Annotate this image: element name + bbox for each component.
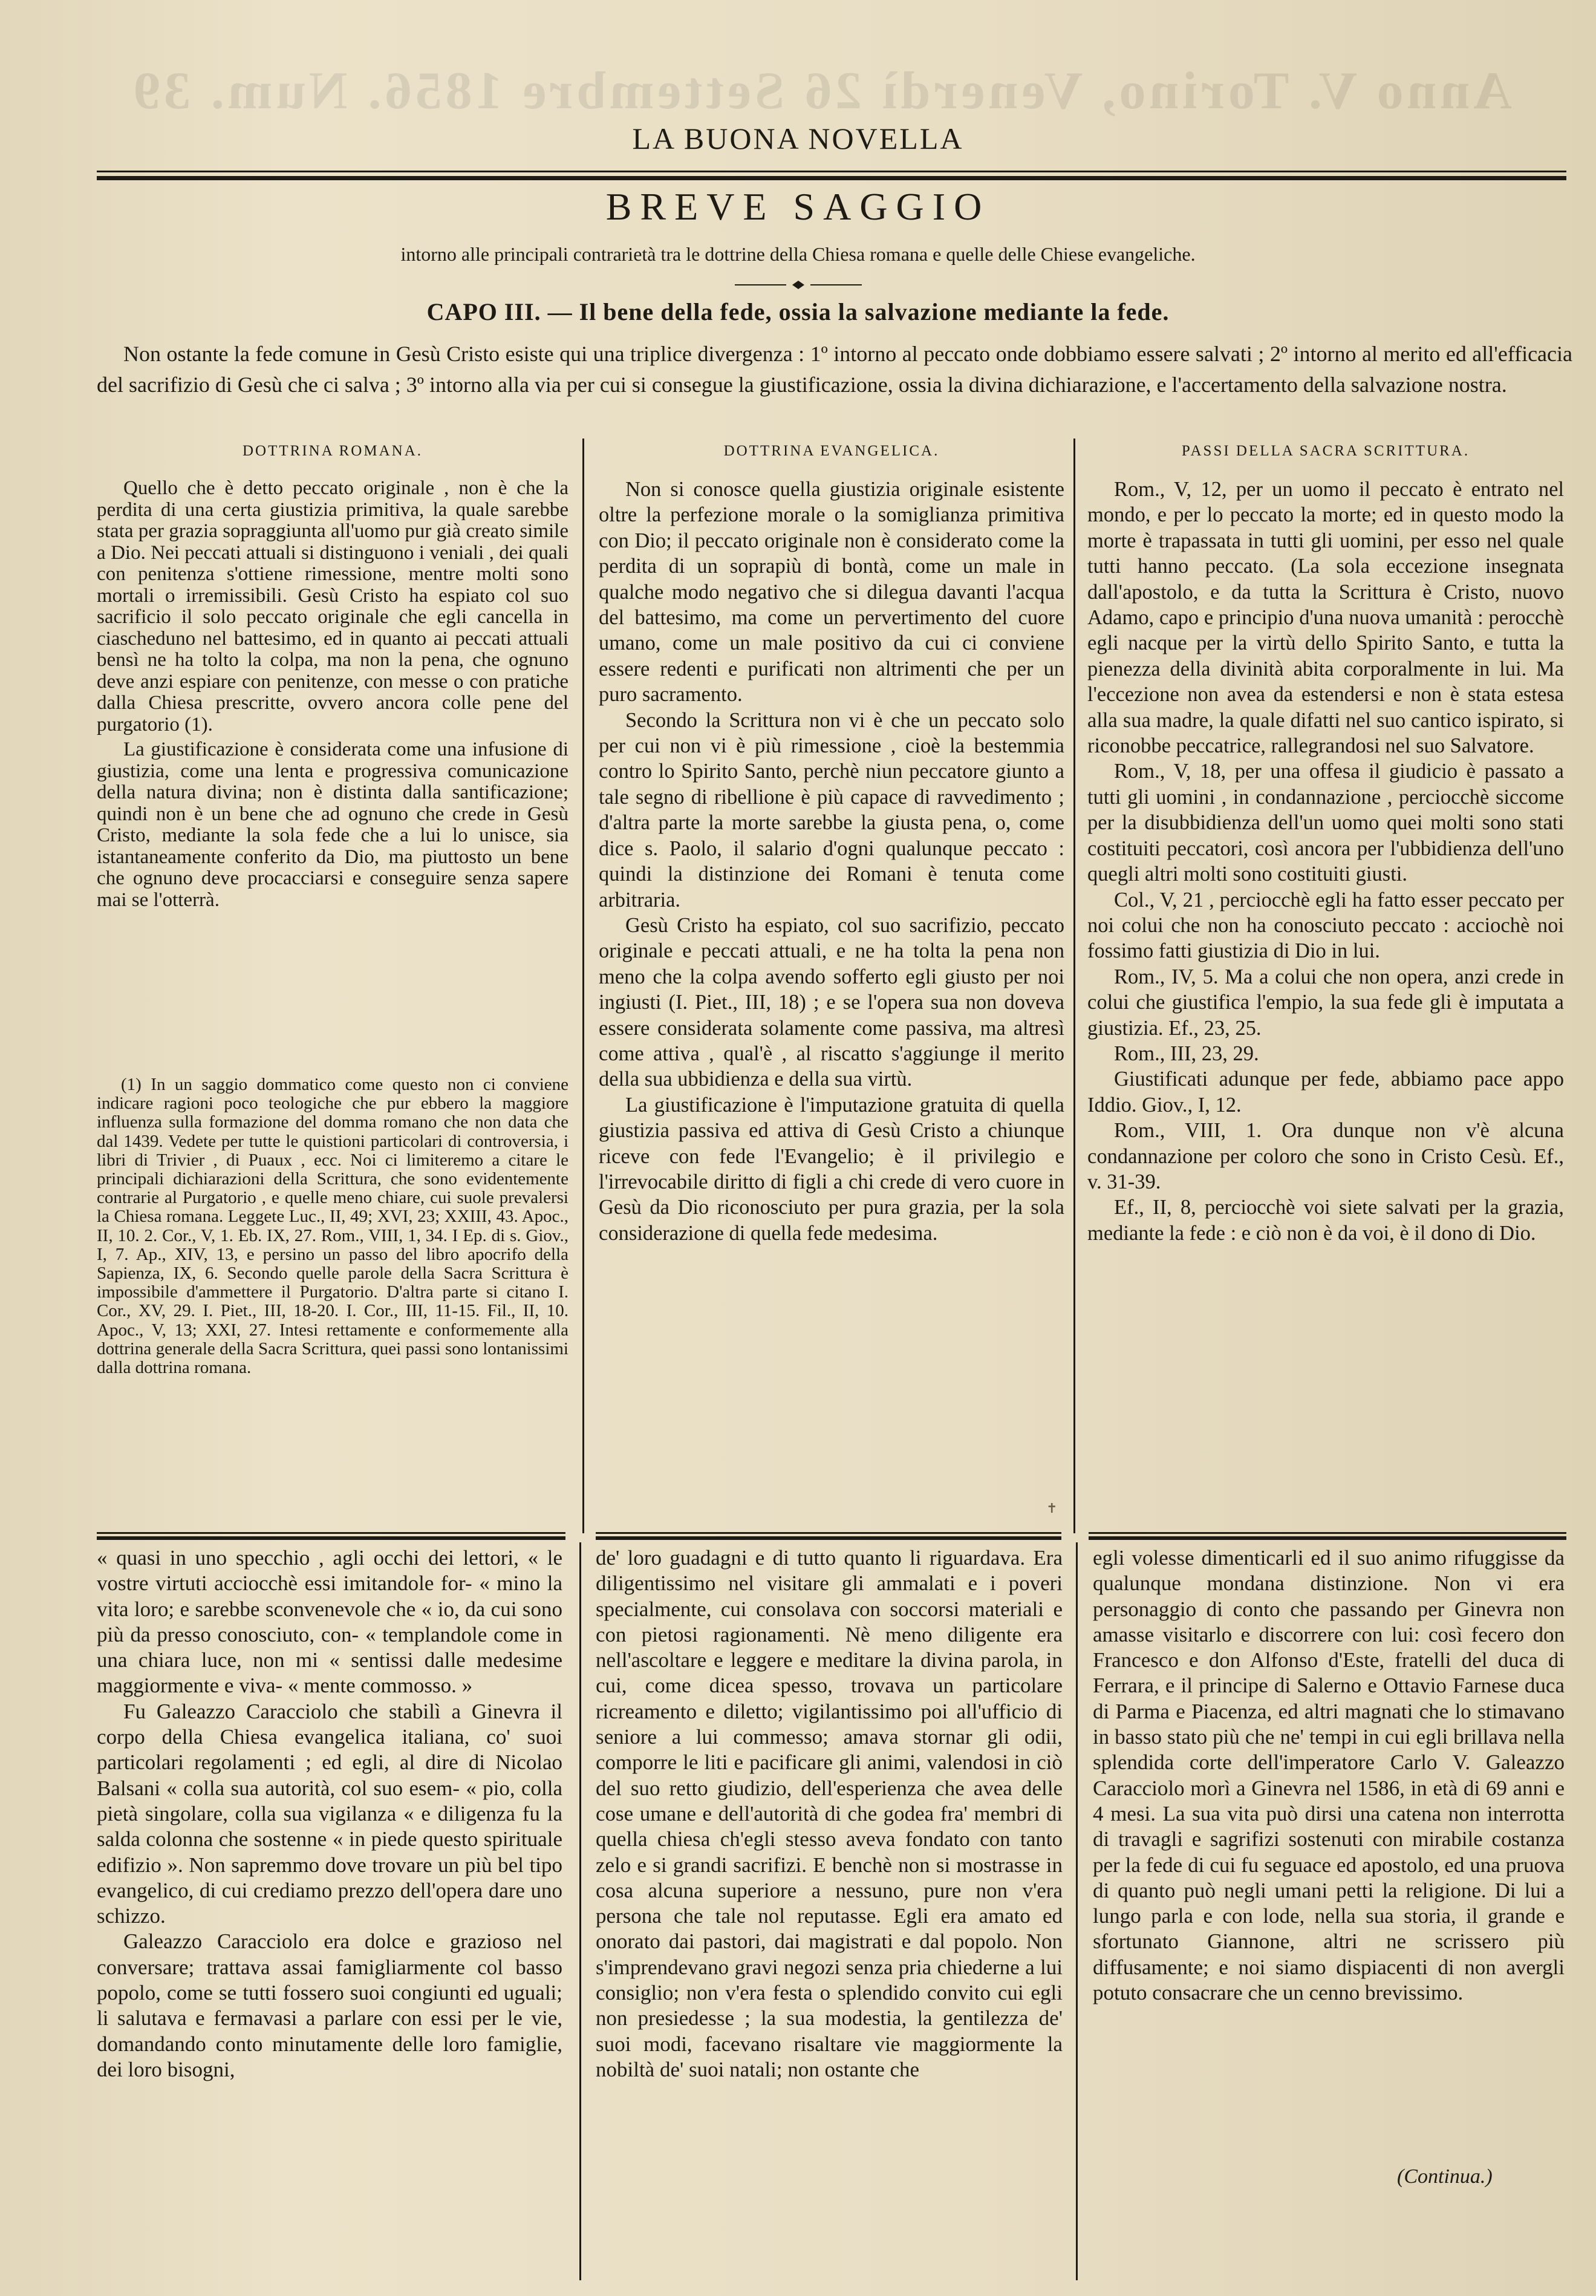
column-divider — [1073, 439, 1075, 1533]
printer-mark: ✝ — [1046, 1501, 1058, 1516]
bleed-through-masthead: Anno V. Torino, Venerdì 26 Settembre 1856. Num. 39 — [129, 62, 1512, 120]
section-rule — [97, 1536, 565, 1540]
column-divider — [1076, 1542, 1078, 2280]
serial-column-1 — [97, 1545, 562, 2082]
running-title: LA BUONA NOVELLA — [632, 122, 964, 155]
footnote-text: (1) In un saggio dommatico come questo non ci conviene indicare ragioni poco teologiche che pur ebbero la maggiore influenza sulla formazione del domma romano che non data che dal 1439. Vedete per tutte le quistioni particolari di controversia, i libri di Trivier , di Puaux , ecc. Noi ci limiteremo a citare le principali dichiarazioni della Scrittura, che sono evidentemente contrarie al Purgatorio , e quelle meno chiare, cui suole prevalersi la Chiesa romana. Leggete Luc., II, 49; XVI, 23; XXIII, 43. Apoc., II, 10. 2. Cor., V, 1. Eb. IX, 27. Rom., VIII, 1, 34. I Ep. di s. Giov., I, 7. Ap., XIV, 13, e persino un passo del libro apocrifo della Sapienza, IX, 6. Secondo quelle parole della Sacra Scrittura è impossibile d'ammettere il Purgatorio. D'altra parte si citano I. Cor., XV, 29. I. Piet., III, 18-20. I. Cor., III, 11-15. Fil., II, 10. Apoc., V, 13; XXI, 27. Intesi rettamente e conformemente alla dottrina generale della Sacra Scrittura, quei passi sono lontanissimi dalla dottrina romana. — [97, 1075, 568, 1378]
continua-note: (Continua.) — [1397, 2165, 1493, 2188]
column-divider — [582, 439, 584, 1533]
scripture-passage: Rom., IV, 5. Ma a colui che non opera, anzi crede in colui che giustifica l'empio, la sua fede gli è imputata a giustizia. Ef., 23, 25. — [1087, 965, 1564, 1040]
serial-paragraph: Fu Galeazzo Caracciolo che stabilì a Ginevra il corpo della Chiesa evangelica italiana, co' suoi particolari regolamenti ; ed egli, al dire di Nicolao Balsani « colla sua autorità, col suo esem- « pio, colla pietà singolare, colla sua vigilanza « e diligenza fu la salda colonna che sostenne « in piede questo spirituale edifizio ». Non sapremmo dove trovare un più bel tipo evangelico, di cui crediamo prezzo dell'opera dare uno schizzo. — [97, 1699, 562, 1928]
scripture-passage: Ef., II, 8, perciocchè voi siete salvati per la grazia, mediante la fede : e ciò non è da voi, è il dono di Dio. — [1087, 1196, 1564, 1245]
serial-paragraph: Galeazzo Caracciolo era dolce e grazioso nel conversare; trattava assai famigliarmente col basso popolo, come se tutti fossero suoi congiunti ed uguali; li salutava e fermavasi a parlare con essi per le vie, domandando conto minutamente delle loro famiglie, dei loro bisogni, — [97, 1929, 562, 2081]
section-rule — [596, 1532, 1061, 1534]
heading-dottrina-romana: DOTTRINA ROMANA. — [243, 443, 423, 459]
serial-column-2 — [596, 1545, 1063, 2082]
column-divider — [579, 1542, 581, 2280]
section-rule — [1089, 1532, 1566, 1534]
serial-paragraph: de' loro guadagni e di tutto quanto li riguardava. Era diligentissimo nel visitare gli ammalati e i poveri specialmente, cui consolava con soccorsi materiali e con pietosi ragionamenti. Nè meno diligente era nell'ascoltare e leggere e meditare la divina parola, in cui, come dicea spesso, trovava un particolare ricreamento e diletto; vigilantissimo poi all'ufficio di seniore a lui commesso; amava stornar gli odii, comporre le liti e pacificare gli animi, valendosi in ciò del suo retto giudizio, dell'esperienza che avea delle cose umane e dell'autorità di che godea fra' membri di quella chiesa ch'egli stesso aveva fondato con tanto zelo e si grandi sacrifizi. E benchè non si mostrasse in cosa alcuna superiore a nessuno, pure non v'era persona che tale nol reputasse. Egli era amato ed onorato dai pastori, dai magistrati e dal popolo. Non s'imprendevano gravi negozi senza pria chiederne a lui consiglio; non v'era festa o splendido convito cui egli non presiedesse ; la sua modestia, la gentilezza de' suoi modi, facevano risaltare vie maggiormente la nobiltà de' suoi natali; non ostante che — [596, 1546, 1063, 2081]
heading-dottrina-evangelica: DOTTRINA EVANGELICA. — [723, 443, 940, 459]
scripture-passage: Rom., III, 23, 29. — [1114, 1042, 1259, 1065]
ornament-divider — [735, 279, 862, 290]
header-rule-thin — [97, 171, 1566, 172]
footnote — [97, 1075, 568, 1377]
intro-paragraph: Non ostante la fede comune in Gesù Cristo esiste qui una triplice divergenza : 1º intorno al peccato onde dobbiamo essere salvati ; 2º intorno al merito ed all'efficacia del sacrifizio di Gesù che ci salva ; 3º intorno alla via per cui si consegue la giustificazione, ossia la divina dichiarazione, e l'accertamento della salvazione nostra. — [97, 342, 1572, 397]
evangelica-paragraph: Non si conosce quella giustizia originale esistente oltre la perfezione morale o la somiglianza primitiva con Dio; il peccato originale non è considerato come la perdita di un soprapiù di bontà, come un male in qualche modo negativo che si dilegua davanti l'acqua del battesimo, ma come un pervertimento del cuore umano, come un male positivo da cui ci conviene essere redenti e purificati non altrimenti che per un puro sacramento. — [599, 478, 1064, 706]
evangelica-paragraph: La giustificazione è l'imputazione gratuita di quella giustizia passiva ed attiva di Gesù Cristo a chiunque riceve con fede l'Evangelio; è il privilegio e l'irrevocabile diritto di figli a chi crede di vero cuore in Gesù da Dio riconosciuto per pura grazia, per la sola considerazione di quella fede medesima. — [599, 1093, 1064, 1245]
scripture-passage: Rom., V, 18, per una offesa il giudicio è passato a tutti gli uomini , in condannazione , perciocchè siccome per la disubbidienza dell'un uomo quei molti sono stati costituiti peccatori, così ancora per l'ubbidienza dell'uno quegli altri molti sono costituiti giusti. — [1087, 760, 1564, 886]
chapter-heading: CAPO III. — Il bene della fede, ossia la salvazione mediante la fede. — [426, 298, 1170, 325]
heading-passi-scrittura: PASSI DELLA SACRA SCRITTURA. — [1181, 443, 1470, 459]
header-rule-thick — [97, 176, 1566, 180]
section-rule — [1089, 1536, 1566, 1540]
evangelica-paragraph: Secondo la Scrittura non vi è che un peccato solo per cui non vi è più rimessione , cioè la bestemmia contro lo Spirito Santo, perchè niun peccatore giunto a tale segno di ribellione è più capace di ravvedimento ; d'altra parte la morte sarebbe la giusta pena, o, come dice s. Paolo, il salario d'ogni qualunque peccato : quindi la distinzione dei Romani è tenuta come arbitraria. — [599, 708, 1064, 912]
section-rule — [596, 1536, 1061, 1540]
scripture-passage: Giustificati adunque per fede, abbiamo pace appo Iddio. Giov., I, 12. — [1087, 1068, 1564, 1117]
serial-column-3 — [1093, 1545, 1565, 2006]
romana-paragraph: La giustificazione è considerata come una infusione di giustizia, come una lenta e progressiva comunicazione della natura divina; non è distinta dalla santificazione; quindi non è un bene che ad ognuno che crede in Gesù Cristo, mediante la sola fede che a lui lo unisce, sia istantaneamente conferito da Dio, ma piuttosto un bene che ognuno deve procacciarsi e conseguire senza sapere mai se l'otterrà. — [97, 739, 568, 911]
scripture-passage: Rom., VIII, 1. Ora dunque non v'è alcuna condannazione per coloro che sono in Cristo Cesù. Ef., v. 31-39. — [1087, 1119, 1564, 1193]
serial-paragraph: « quasi in uno specchio , agli occhi dei lettori, « le vostre virtuti acciocchè essi imitandole for- « mino la vita loro; e sarebbe sconvenevole che « io, da cui sono più da presso conosciuto, con- « templandole come in una chiara luce, non mi « sentissi dalle medesime maggiormente e viva- « mente commosso. » — [97, 1546, 562, 1698]
romana-paragraph: Quello che è detto peccato originale , non è che la perdita di una certa giustizia primitiva, la quale sarebbe stata per grazia sopraggiunta all'uomo pur già creato simile a Dio. Nei peccati attuali si distinguono i veniali , dei quali con penitenza s'ottiene rimessione, mentre molti sono mortali o irremissibili. Gesù Cristo ha espiato col suo sacrificio il solo peccato originale che egli cancella in ciascheduno nel battesimo, ed in quanto ai peccati attuali bensì ne ha tolto la colpa, ma non la pena, che ognuno deve anzi espiare con penitenze, con messe o con pratiche dalla Chiesa prescritte, ovvero ancora colle pene del purgatorio (1). — [97, 477, 568, 735]
column-passi-scrittura — [1087, 477, 1564, 1246]
section-rule — [97, 1532, 565, 1534]
scripture-passage: Rom., V, 12, per un uomo il peccato è entrato nel mondo, e per lo peccato la morte; ed in questo modo la morte è trapassata in tutti gli uomini, per esso nel quale tutti hanno peccato. (La sola eccezione insegnata dall'apostolo, e da tutta la Scrittura è Cristo, nuovo Adamo, capo e principio d'una nuova umanità : perocchè egli nacque per la virtù dello Spirito Santo, e tutta la pienezza della divinità abita corporalmente in lui. Ma l'eccezione non avea da estendersi e non è stata estesa alla sua madre, la quale difatti nel suo cantico ispirato, si riconobbe peccatrice, rallegrandosi nel suo Salvatore. — [1087, 478, 1564, 758]
article-subtitle: intorno alle principali contrarietà tra le dottrine della Chiesa romana e quelle delle Chiese evangeliche. — [400, 243, 1196, 265]
evangelica-paragraph: Gesù Cristo ha espiato, col suo sacrifizio, peccato originale e peccati attuali, e ne ha tolta la pena non meno che la colpa avendo sofferto egli giusto per noi ingiusti (I. Piet., III, 18) ; e se l'opera sua non doveva essere considerata solamente come passiva, ma altresì come attiva , qual'è , al riscatto s'aggiunge il merito della sua ubbidienza e della sua virtù. — [599, 913, 1064, 1091]
column-dottrina-romana — [97, 478, 568, 915]
column-dottrina-evangelica — [599, 477, 1064, 1246]
serial-paragraph: egli volesse dimenticarli ed il suo animo rifuggisse da qualunque mondana distinzione. Non vi era personaggio di conto che passando per Ginevra non amasse visitarlo e discorrere con lui: così fecero don Francesco e don Alfonso d'Este, fratelli del duca di Ferrara, e il principe di Salerno e Ottavio Farnese duca di Parma e Piacenza, ed altri magnati che lo stimavano in basso stato più che ne' tempi in cui egli brillava nella splendida corte dell'imperatore Carlo V. Galeazzo Caracciolo morì a Ginevra nel 1586, in età di 69 anni e 4 mesi. La sua vita può dirsi una catena non interrotta di travagli e sagrifizi sostenuti con mirabile costanza per la fede di cui fu seguace ed apostolo, ed una pruova di quanto può negli umani petti la religione. Di lui a lungo parla e con lode, nella sua storia, il grande e sfortunato Giannone, altri ne scrissero più diffusamente; e noi siamo dispiacenti di non avergli potuto consacrare che un cenno brevissimo. — [1093, 1546, 1565, 2005]
scripture-passage: Col., V, 21 , perciocchè egli ha fatto esser peccato per noi colui che non ha conosciuto peccato : acciochè noi fossimo fatti giustizia di Dio in lui. — [1087, 888, 1564, 963]
article-title: BREVE SAGGIO — [605, 185, 991, 228]
